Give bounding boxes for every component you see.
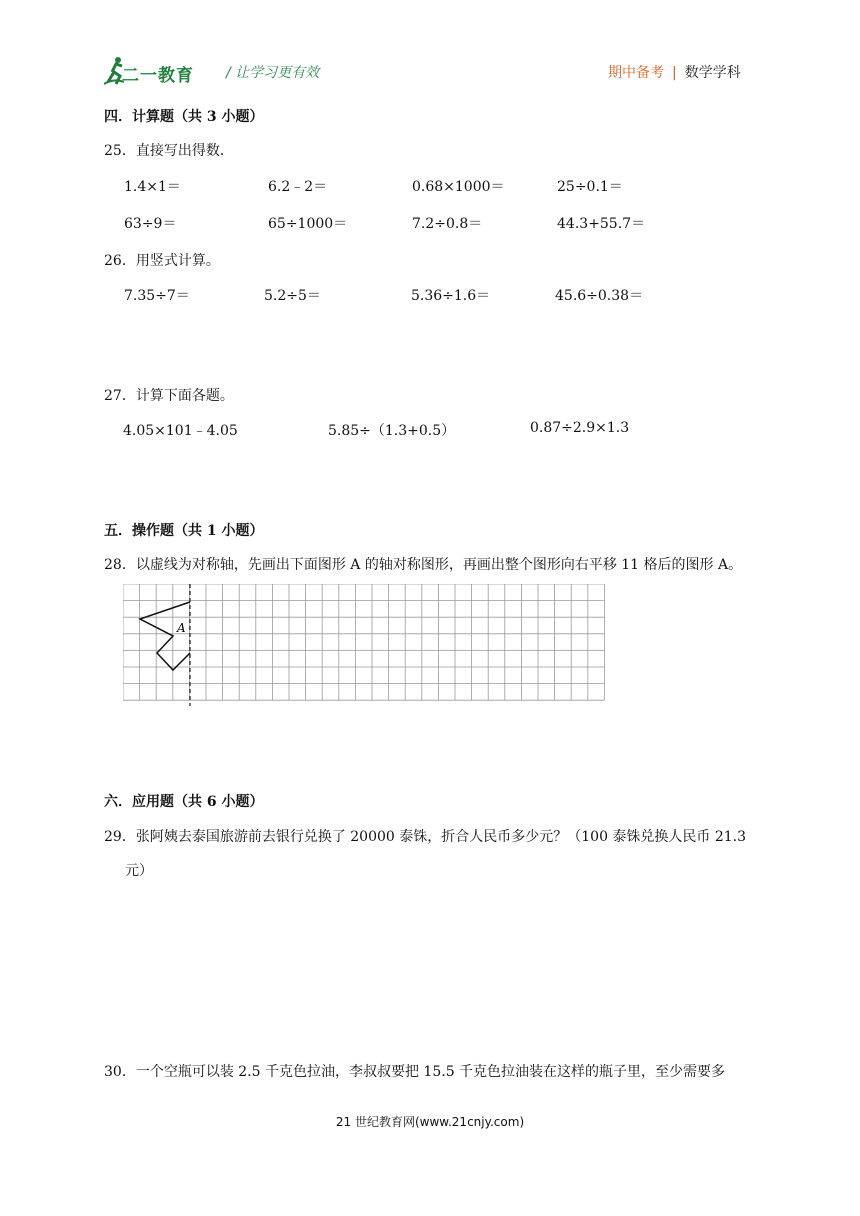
q29-line1: 29．张阿姨去泰国旅游前去银行兑换了 20000 泰铢，折合人民币多少元？（100 泰铢兑换人民币 21.3 [104, 829, 747, 845]
logo [104, 56, 216, 90]
q26-item: 45.6÷0.38＝ [555, 288, 644, 304]
subject-label: 数学学科 [684, 65, 741, 81]
slogan: / 让学习更有效 [226, 65, 320, 81]
footer-text: 21 世纪教育网(www.21cnjy.com) [335, 1115, 525, 1129]
q25-item: 1.4×1＝ [124, 179, 181, 195]
q26-item: 5.2÷5＝ [264, 288, 321, 304]
q25-item: 63÷9＝ [124, 216, 177, 232]
runner-icon [104, 56, 124, 86]
q25-item: 6.2﹣2＝ [268, 179, 328, 195]
header-right [608, 62, 741, 82]
brand-name: 二一教育 [122, 66, 194, 86]
grid-lines [123, 584, 604, 700]
shape-a-label: A [177, 621, 186, 635]
q25-item: 44.3+55.7＝ [557, 216, 646, 232]
q25-item: 0.68×1000＝ [412, 179, 505, 195]
q25-item: 7.2÷0.8＝ [412, 216, 483, 232]
shape-a-outline [140, 602, 190, 670]
grid-svg [123, 584, 607, 707]
section-5-title: 五．操作题（共 1 小题） [104, 523, 264, 539]
q27-label: 27．计算下面各题。 [104, 388, 234, 404]
q27-item: 5.85÷（1.3+0.5） [328, 423, 456, 439]
q27-item: 0.87÷2.9×1.3 [530, 420, 630, 436]
grid-figure [123, 584, 607, 711]
q26-label: 26．用竖式计算。 [104, 253, 220, 269]
q29-line2: 元） [125, 863, 153, 879]
section-4-title: 四．计算题（共 3 小题） [104, 109, 264, 125]
q25-item: 25÷0.1＝ [557, 179, 623, 195]
q26-item: 5.36÷1.6＝ [411, 288, 491, 304]
q26-item: 7.35÷7＝ [124, 288, 190, 304]
q30-line1: 30．一个空瓶可以装 2.5 千克色拉油，李叔叔要把 15.5 千克色拉油装在这样的瓶子里，至少需要多 [104, 1064, 726, 1080]
section-6-title: 六．应用题（共 6 小题） [104, 794, 264, 810]
q25-label: 25．直接写出得数． [104, 143, 234, 159]
header-separator: | [672, 65, 677, 81]
q27-item: 4.05×101﹣4.05 [123, 423, 238, 439]
exam-tag: 期中备考 [608, 65, 664, 81]
q25-item: 65÷1000＝ [268, 216, 348, 232]
q28-label: 28．以虚线为对称轴，先画出下面图形 A 的轴对称图形，再画出整个图形向右平移 11 格后的图形 A。 [104, 557, 743, 573]
